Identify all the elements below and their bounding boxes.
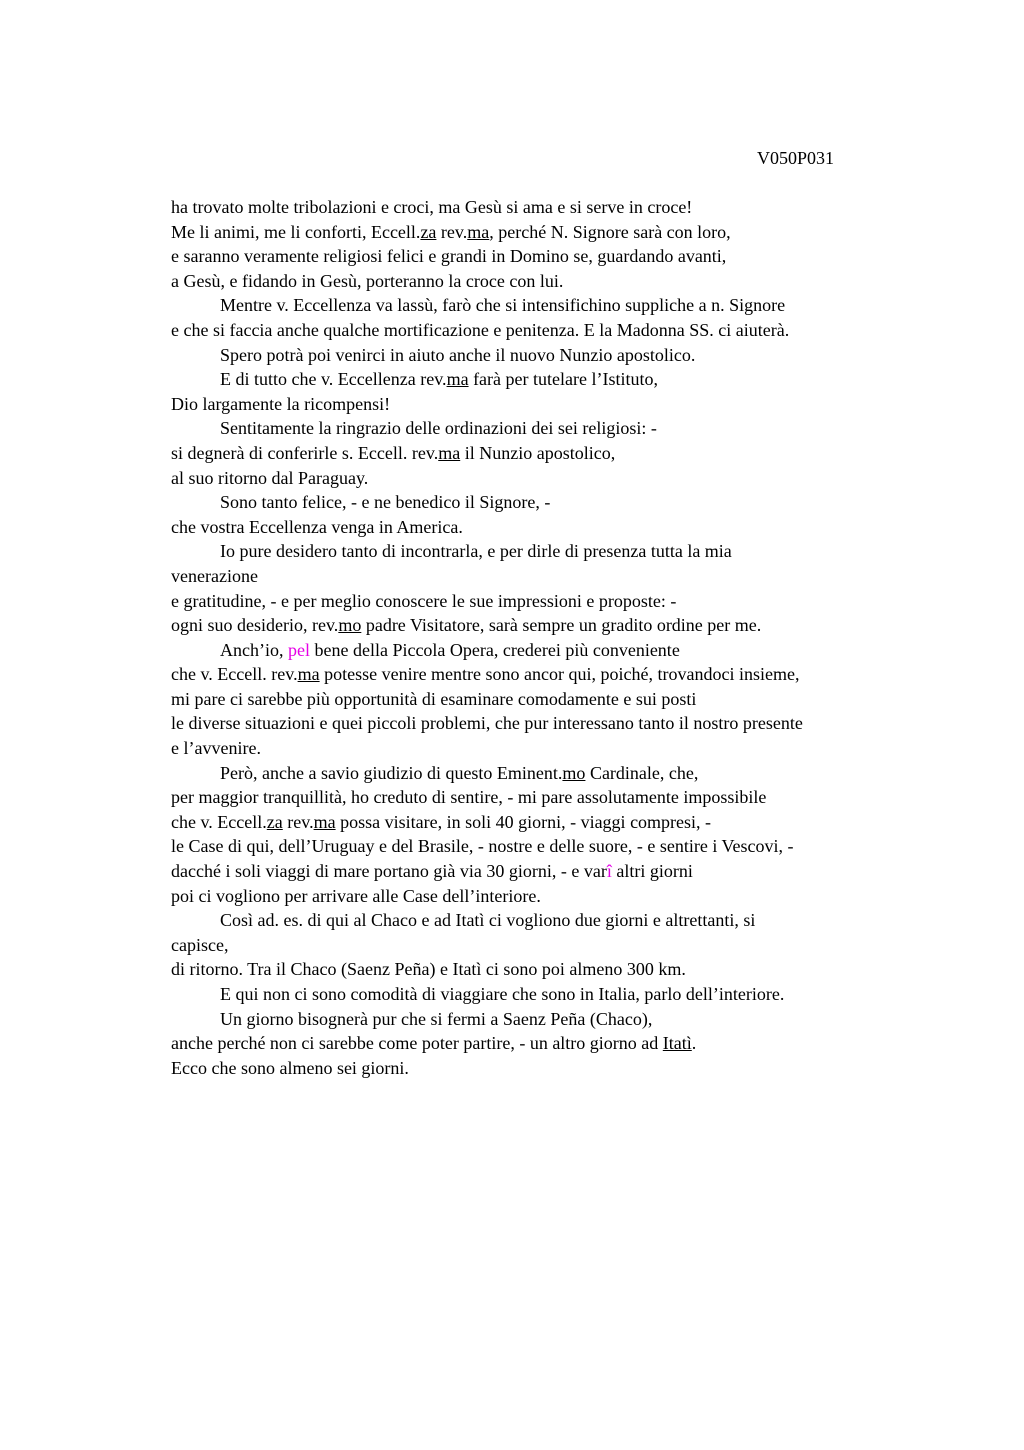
text-segment: Sono tanto felice, - e ne benedico il Signore, - bbox=[220, 492, 551, 513]
text-segment: farà per tutelare l’Istituto, bbox=[468, 369, 658, 390]
text-segment: le diverse situazioni e quei piccoli problemi, che pur interessano tanto il nostro presente bbox=[171, 713, 803, 734]
text-segment: mi pare ci sarebbe più opportunità di esaminare comodamente e sui posti bbox=[171, 688, 697, 709]
underlined-abbreviation: mo bbox=[562, 762, 586, 783]
text-segment: rev. bbox=[436, 221, 468, 242]
text-segment: Però, anche a savio giudizio di questo Eminent. bbox=[220, 762, 563, 783]
text-segment: . bbox=[691, 1033, 697, 1054]
text-segment: padre Visitatore, sarà sempre un gradito ordine per me. bbox=[361, 615, 762, 636]
text-line bbox=[171, 392, 911, 417]
underlined-abbreviation: ma bbox=[446, 369, 469, 390]
text-line bbox=[171, 957, 911, 982]
text-segment: venerazione bbox=[171, 565, 258, 586]
text-segment: Spero potrà poi venirci in aiuto anche il nuovo Nunzio apostolico. bbox=[220, 344, 696, 365]
text-segment: bene della Piccola Opera, crederei più conveniente bbox=[309, 639, 680, 660]
underlined-abbreviation: ma bbox=[297, 664, 320, 685]
text-line bbox=[171, 736, 911, 761]
text-line bbox=[171, 884, 911, 909]
text-line bbox=[171, 343, 911, 368]
text-segment: Un giorno bisognerà pur che si fermi a Saenz Peña (Chaco), bbox=[220, 1008, 653, 1029]
text-segment: rev. bbox=[282, 811, 314, 832]
text-line bbox=[171, 367, 911, 392]
text-segment: per maggior tranquillità, ho creduto di sentire, - mi pare assolutamente impossibile bbox=[171, 787, 767, 808]
underlined-abbreviation: mo bbox=[338, 615, 362, 636]
text-line bbox=[171, 859, 911, 884]
text-segment: E qui non ci sono comodità di viaggiare che sono in Italia, parlo dell’interiore. bbox=[220, 984, 785, 1004]
text-line bbox=[171, 515, 911, 540]
text-segment: dacché i soli viaggi di mare portano già via 30 giorni, - e var bbox=[171, 861, 607, 882]
text-segment: Dio largamente la ricompensi! bbox=[171, 393, 391, 414]
text-segment: a Gesù, e fidando in Gesù, porteranno la croce con lui. bbox=[171, 270, 564, 291]
text-segment: che v. Eccell. rev. bbox=[171, 664, 298, 685]
text-line bbox=[171, 933, 911, 958]
text-segment: poi ci vogliono per arrivare alle Case dell’interiore. bbox=[171, 885, 541, 906]
text-segment: Sentitamente la ringrazio delle ordinazioni dei sei religiosi: - bbox=[220, 418, 657, 439]
text-segment: potesse venire mentre sono ancor qui, poiché, trovandoci insieme, bbox=[319, 664, 800, 685]
text-line bbox=[171, 416, 911, 441]
text-segment: che vostra Eccellenza venga in America. bbox=[171, 516, 463, 537]
underlined-abbreviation: Itatì bbox=[662, 1033, 692, 1054]
text-line bbox=[171, 589, 911, 614]
text-segment: si degnerà di conferirle s. Eccell. rev. bbox=[171, 442, 439, 463]
text-segment: e l’avvenire. bbox=[171, 738, 261, 759]
text-segment: anche perché non ci sarebbe come poter partire, - un altro giorno ad bbox=[171, 1033, 663, 1054]
text-line bbox=[171, 195, 911, 220]
text-segment: Cardinale, che, bbox=[585, 762, 699, 783]
text-segment: che v. Eccell. bbox=[171, 811, 267, 832]
highlighted-word: pel bbox=[287, 639, 310, 660]
text-segment: al suo ritorno dal Paraguay. bbox=[171, 467, 369, 488]
text-segment: Me li animi, me li conforti, Eccell. bbox=[171, 221, 421, 242]
text-line bbox=[171, 613, 911, 638]
underlined-abbreviation: za bbox=[266, 811, 283, 832]
text-line bbox=[171, 539, 911, 564]
text-segment: Anch’io, bbox=[220, 639, 288, 660]
page-identifier: V050P031 bbox=[757, 148, 835, 168]
text-line bbox=[171, 1007, 911, 1032]
text-segment: Mentre v. Eccellenza va lassù, farò che si intensifichino suppliche a n. Signore bbox=[220, 295, 786, 316]
text-line bbox=[171, 810, 911, 835]
text-line bbox=[171, 220, 911, 245]
text-segment: , perché N. Signore sarà con loro, bbox=[489, 221, 731, 242]
text-line bbox=[171, 761, 911, 786]
text-segment: ha trovato molte tribolazioni e croci, ma Gesù si ama e si serve in croce! bbox=[171, 197, 693, 217]
text-line bbox=[171, 490, 911, 515]
text-line bbox=[171, 293, 911, 318]
text-line bbox=[171, 785, 911, 810]
text-segment: ogni suo desiderio, rev. bbox=[171, 615, 339, 636]
text-segment: Io pure desidero tanto di incontrarla, e per dirle di presenza tutta la mia bbox=[220, 541, 732, 562]
text-segment: di ritorno. Tra il Chaco (Saenz Peña) e Itatì ci sono poi almeno 300 km. bbox=[171, 959, 686, 980]
text-segment: le Case di qui, dell’Uruguay e del Brasile, - nostre e delle suore, - e sentire i Vescovi, - bbox=[171, 836, 794, 857]
text-line bbox=[171, 269, 911, 294]
underlined-abbreviation: za bbox=[420, 221, 437, 242]
text-segment: Così ad. es. di qui al Chaco e ad Itatì ci vogliono due giorni e altrettanti, si bbox=[220, 910, 756, 931]
text-line bbox=[171, 687, 911, 712]
underlined-abbreviation: ma bbox=[467, 221, 490, 242]
text-segment: il Nunzio apostolico, bbox=[460, 442, 616, 463]
underlined-abbreviation: ma bbox=[438, 442, 461, 463]
text-line bbox=[171, 1031, 911, 1056]
text-line bbox=[171, 466, 911, 491]
highlighted-word: î bbox=[606, 861, 612, 882]
text-segment: e che si faccia anche qualche mortificazione e penitenza. E la Madonna SS. ci aiuterà. bbox=[171, 319, 790, 340]
text-line bbox=[171, 441, 911, 466]
text-line bbox=[171, 662, 911, 687]
text-line bbox=[171, 908, 911, 933]
text-segment: altri giorni bbox=[611, 861, 693, 882]
text-segment: E di tutto che v. Eccellenza rev. bbox=[220, 369, 447, 390]
text-line bbox=[171, 711, 911, 736]
letter-body bbox=[171, 195, 911, 1080]
text-segment: possa visitare, in soli 40 giorni, - viaggi compresi, - bbox=[335, 811, 712, 832]
text-line bbox=[171, 564, 911, 589]
underlined-abbreviation: ma bbox=[313, 811, 336, 832]
text-segment: Ecco che sono almeno sei giorni. bbox=[171, 1057, 409, 1078]
text-segment: capisce, bbox=[171, 934, 229, 955]
text-segment: e saranno veramente religiosi felici e grandi in Domino se, guardando avanti, bbox=[171, 246, 727, 267]
text-line bbox=[171, 1056, 911, 1081]
text-line bbox=[171, 244, 911, 269]
text-line bbox=[171, 638, 911, 663]
text-line bbox=[171, 834, 911, 859]
text-segment: e gratitudine, - e per meglio conoscere le sue impressioni e proposte: - bbox=[171, 590, 677, 611]
text-line bbox=[171, 318, 911, 343]
text-line bbox=[171, 982, 911, 1007]
